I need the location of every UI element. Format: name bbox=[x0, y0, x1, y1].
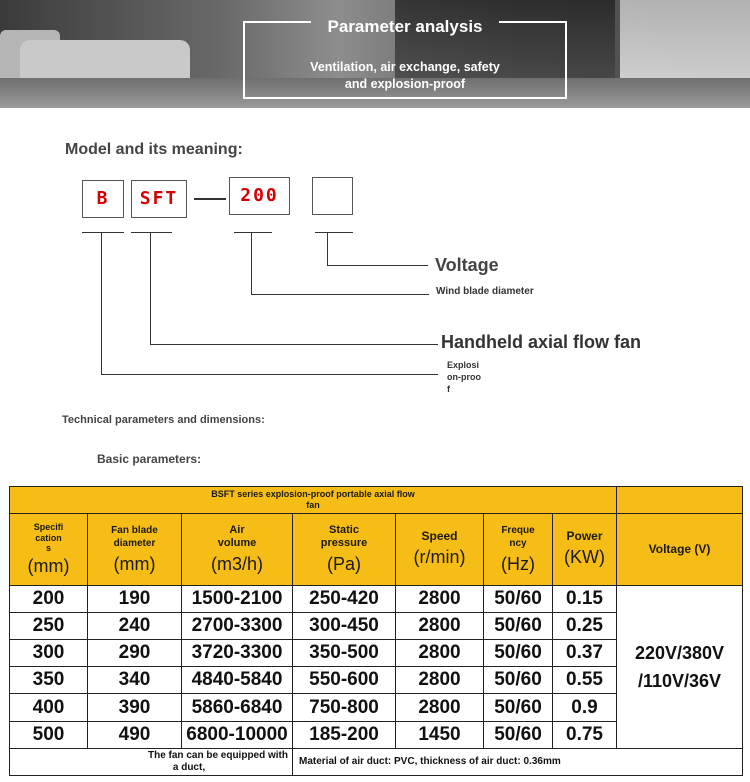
cell-speed: 1450 bbox=[396, 721, 484, 748]
cell-power: 0.75 bbox=[553, 721, 617, 748]
parameter-table bbox=[9, 486, 743, 776]
table-row bbox=[10, 585, 743, 612]
label-explosion-line1: Explosi bbox=[447, 360, 480, 370]
banner-title: Parameter analysis bbox=[327, 17, 483, 36]
cell-air-volume: 4840-5840 bbox=[182, 667, 293, 694]
cell-specification: 350 bbox=[10, 667, 88, 694]
underline-sft bbox=[131, 232, 172, 233]
cell-blade-diameter: 390 bbox=[88, 694, 182, 721]
banner-bg-window-right bbox=[620, 0, 750, 90]
cell-power: 0.55 bbox=[553, 667, 617, 694]
label-handheld-fan: Handheld axial flow fan bbox=[441, 332, 642, 352]
cell-frequency: 50/60 bbox=[484, 640, 553, 667]
cell-power: 0.25 bbox=[553, 612, 617, 639]
col-header-pressure-unit: (Pa) bbox=[326, 553, 361, 574]
footer-duct-material: Material of air duct: PVC, thickness of air duct: 0.36mm bbox=[293, 748, 743, 775]
cell-specification: 400 bbox=[10, 694, 88, 721]
leader-voltage-v bbox=[327, 233, 328, 266]
cell-blade-diameter: 490 bbox=[88, 721, 182, 748]
banner-subtitle bbox=[243, 59, 567, 93]
leader-blade-h bbox=[251, 294, 429, 295]
cell-specification: 500 bbox=[10, 721, 88, 748]
cell-frequency: 50/60 bbox=[484, 694, 553, 721]
col-header-speed-l1: Speed bbox=[421, 529, 458, 544]
col-header-power-unit: (KW) bbox=[564, 547, 605, 568]
cell-air-volume: 1500-2100 bbox=[182, 585, 293, 612]
col-header-spec-l2: cation bbox=[35, 532, 62, 543]
cell-frequency: 50/60 bbox=[484, 721, 553, 748]
model-code-b: B bbox=[82, 180, 124, 218]
col-header-blade-unit: (mm) bbox=[113, 553, 156, 574]
cell-specification: 200 bbox=[10, 585, 88, 612]
cell-blade-diameter: 340 bbox=[88, 667, 182, 694]
header-banner bbox=[0, 0, 750, 108]
col-header-spec-unit: (mm) bbox=[27, 555, 70, 576]
cell-air-volume: 3720-3300 bbox=[182, 640, 293, 667]
label-voltage: Voltage bbox=[435, 255, 499, 275]
cell-speed: 2800 bbox=[396, 585, 484, 612]
cell-power: 0.15 bbox=[553, 585, 617, 612]
underline-b bbox=[82, 232, 124, 233]
cell-static-pressure: 300-450 bbox=[293, 612, 396, 639]
basic-params-heading: Basic parameters: bbox=[97, 452, 202, 466]
col-header-spec-l1: Specifi bbox=[33, 521, 64, 532]
footer-duct-l2: a duct, bbox=[172, 761, 206, 773]
col-header-blade-l2: diameter bbox=[113, 537, 156, 549]
cell-static-pressure: 750-800 bbox=[293, 694, 396, 721]
col-header-frequency bbox=[484, 514, 553, 586]
label-wind-blade-diameter: Wind blade diameter bbox=[436, 286, 534, 297]
model-dash bbox=[194, 198, 226, 200]
banner-subtitle-line2: and explosion-proof bbox=[344, 77, 466, 91]
cell-air-volume: 5860-6840 bbox=[182, 694, 293, 721]
cell-speed: 2800 bbox=[396, 667, 484, 694]
col-header-blade-l1: Fan blade bbox=[111, 524, 158, 536]
underline-200 bbox=[234, 232, 272, 233]
table-caption-line2: fan bbox=[306, 500, 320, 511]
cell-voltage bbox=[617, 585, 743, 748]
tech-params-heading: Technical parameters and dimensions: bbox=[62, 414, 265, 426]
model-heading: Model and its meaning: bbox=[65, 141, 243, 158]
col-header-pressure-l2: pressure bbox=[320, 536, 368, 549]
col-header-voltage bbox=[617, 514, 743, 586]
cell-blade-diameter: 240 bbox=[88, 612, 182, 639]
col-header-air-l1: Air bbox=[229, 523, 245, 536]
col-header-freq-l2: ncy bbox=[509, 537, 527, 549]
label-explosion-proof bbox=[447, 359, 481, 395]
leader-handheld-h bbox=[150, 344, 438, 345]
col-header-air-unit: (m3/h) bbox=[210, 553, 263, 574]
cell-voltage-line2: /110V/36V bbox=[637, 670, 722, 691]
col-header-blade-diameter bbox=[88, 514, 182, 586]
col-header-voltage-l1: Voltage (V) bbox=[648, 541, 711, 556]
cell-blade-diameter: 290 bbox=[88, 640, 182, 667]
table-caption-line1: BSFT series explosion-proof portable axial flow bbox=[211, 489, 415, 500]
cell-power: 0.37 bbox=[553, 640, 617, 667]
cell-static-pressure: 250-420 bbox=[293, 585, 396, 612]
col-header-specification bbox=[10, 514, 88, 586]
cell-blade-diameter: 190 bbox=[88, 585, 182, 612]
col-header-pressure-l1: Static bbox=[329, 523, 359, 536]
model-code-blank bbox=[312, 177, 353, 215]
col-header-freq-unit: (Hz) bbox=[501, 553, 535, 574]
underline-blank bbox=[315, 232, 353, 233]
cell-static-pressure: 185-200 bbox=[293, 721, 396, 748]
label-explosion-line3: f bbox=[447, 384, 450, 394]
col-header-power-l1: Power bbox=[566, 529, 603, 544]
cell-power: 0.9 bbox=[553, 694, 617, 721]
table-caption bbox=[10, 487, 617, 514]
cell-air-volume: 6800-10000 bbox=[182, 721, 293, 748]
leader-explosion-h bbox=[101, 374, 438, 375]
cell-frequency: 50/60 bbox=[484, 612, 553, 639]
leader-blade-v bbox=[251, 233, 252, 295]
col-header-air-volume bbox=[182, 514, 293, 586]
cell-static-pressure: 350-500 bbox=[293, 640, 396, 667]
col-header-spec-l3: s bbox=[45, 542, 51, 553]
cell-specification: 250 bbox=[10, 612, 88, 639]
label-explosion-line2: on-proo bbox=[447, 372, 481, 382]
leader-voltage-h bbox=[327, 265, 428, 266]
banner-subtitle-line1: Ventilation, air exchange, safety bbox=[310, 60, 500, 74]
cell-static-pressure: 550-600 bbox=[293, 667, 396, 694]
footer-duct-note bbox=[10, 748, 293, 775]
cell-speed: 2800 bbox=[396, 640, 484, 667]
cell-specification: 300 bbox=[10, 640, 88, 667]
model-code-sft: SFT bbox=[131, 180, 187, 218]
leader-handheld-v bbox=[150, 233, 151, 345]
col-header-freq-l1: Freque bbox=[501, 524, 535, 536]
col-header-speed-unit: (r/min) bbox=[413, 547, 466, 568]
footer-duct-l1: The fan can be equipped with bbox=[147, 749, 288, 761]
col-header-power bbox=[553, 514, 617, 586]
col-header-air-l2: volume bbox=[217, 536, 257, 549]
cell-speed: 2800 bbox=[396, 612, 484, 639]
model-code-200: 200 bbox=[229, 177, 290, 215]
cell-air-volume: 2700-3300 bbox=[182, 612, 293, 639]
cell-frequency: 50/60 bbox=[484, 585, 553, 612]
leader-explosion-v bbox=[101, 233, 102, 375]
col-header-static-pressure bbox=[293, 514, 396, 586]
table-caption-blank bbox=[617, 487, 743, 514]
cell-frequency: 50/60 bbox=[484, 667, 553, 694]
cell-speed: 2800 bbox=[396, 694, 484, 721]
cell-voltage-line1: 220V/380V bbox=[634, 642, 725, 663]
col-header-speed bbox=[396, 514, 484, 586]
